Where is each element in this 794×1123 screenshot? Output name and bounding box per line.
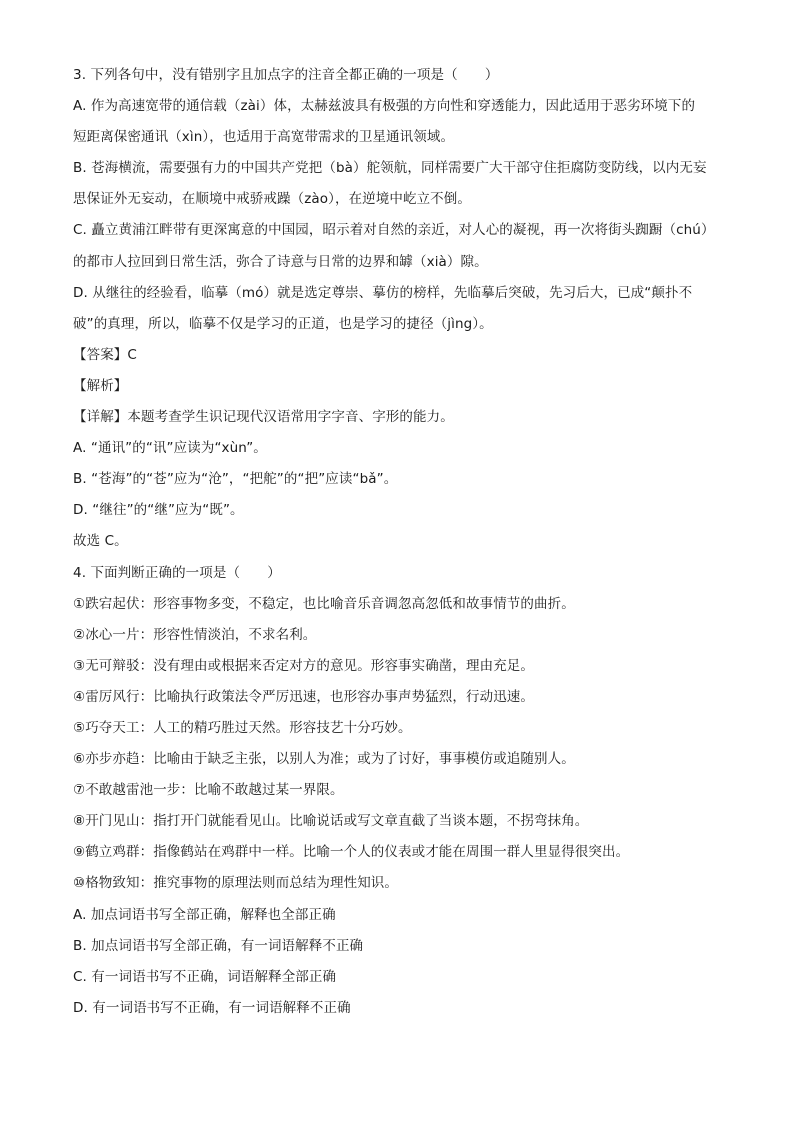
- q4-option-d: D. 有一词语书写不正确，有一词语解释不正确: [73, 999, 351, 1016]
- q4-item: ②冰心一片：形容性情淡泊，不求名利。: [73, 626, 317, 643]
- q4-item: ⑨鹤立鸡群：指像鹤站在鸡群中一样。比喻一个人的仪表或才能在周围一群人里显得很突出。: [73, 844, 630, 861]
- q3-answer: 【答案】C: [73, 346, 137, 363]
- q4-item: ③无可辩驳：没有理由或根据来否定对方的意见。形容事实确凿，理由充足。: [73, 657, 535, 674]
- q3-option-c-line1: C. 矗立黄浦江畔带有更深寓意的中国园，昭示着对自然的亲近，对人心的凝视，再一次将街头踟蹰（chú）: [73, 222, 715, 239]
- q3-detail: 【详解】本题考查学生识记现代汉语常用字字音、字形的能力。: [73, 409, 454, 426]
- q4-option-b: B. 加点词语书写全部正确，有一词语解释不正确: [73, 937, 364, 954]
- q3-option-b-line1: B. 苍海横流，需要强有力的中国共产党把（bà）舵领航，同样需要广大干部守住拒腐防变防线，以内无妄: [73, 160, 707, 177]
- q4-stem: 4. 下面判断正确的一项是（ ）: [73, 564, 281, 581]
- q3-option-d-line1: D. 从继往的经验看，临摹（mó）就是选定尊崇、摹仿的榜样，先临摹后突破，先习后大，已成“颠扑不: [73, 284, 693, 301]
- q4-item: ⑦不敢越雷池一步：比喻不敢越过某一界限。: [73, 782, 344, 799]
- q4-item: ⑤巧夺天工：人工的精巧胜过天然。形容技艺十分巧妙。: [73, 719, 412, 736]
- q3-option-d-line2: 破”的真理，所以，临摹不仅是学习的正道，也是学习的捷径（jìng）。: [73, 315, 493, 332]
- document-page: [73, 60, 733, 1024]
- q4-item: ⑩格物致知：推究事物的原理法则而总结为理性知识。: [73, 875, 399, 892]
- q3-explanation-a: A. “通讯”的“讯”应读为“xùn”。: [73, 440, 267, 457]
- q4-item: ①跌宕起伏：形容事物多变，不稳定，也比喻音乐音调忽高忽低和故事情节的曲折。: [73, 595, 575, 612]
- q3-explanation-d: D. “继往”的“继”应为“既”。: [73, 502, 244, 519]
- q4-option-a: A. 加点词语书写全部正确，解释也全部正确: [73, 906, 336, 923]
- q3-option-b-line2: 思保证外无妄动，在顺境中戒骄戒躁（zào），在逆境中屹立不倒。: [73, 191, 471, 208]
- q3-option-c-line2: 的都市人拉回到日常生活，弥合了诗意与日常的边界和罅（xià）隙。: [73, 253, 488, 270]
- q4-item: ⑥亦步亦趋：比喻由于缺乏主张，以别人为准；或为了讨好，事事模仿或追随别人。: [73, 751, 575, 768]
- q3-explanation-b: B. “苍海”的“苍”应为“沧”，“把舵”的“把”应读“bǎ”。: [73, 471, 398, 488]
- q3-stem: 3. 下列各句中，没有错别字且加点字的注音全都正确的一项是（ ）: [73, 67, 499, 83]
- q4-item: ④雷厉风行：比喻执行政策法令严厉迅速，也形容办事声势猛烈，行动迅速。: [73, 688, 535, 705]
- q3-conclusion: 故选 C。: [73, 533, 128, 550]
- q4-option-c: C. 有一词语书写不正确，词语解释全部正确: [73, 968, 337, 985]
- q4-item: ⑧开门见山：指打开门就能看见山。比喻说话或写文章直截了当谈本题，不拐弯抹角。: [73, 813, 589, 830]
- q3-option-a-line2: 短距离保密通讯（xìn），也适用于高宽带需求的卫星通讯领域。: [73, 129, 455, 146]
- q3-option-a-line1: A. 作为高速宽带的通信载（zài）体，太赫兹波具有极强的方向性和穿透能力，因此适用于恶劣环境下的: [73, 98, 696, 115]
- q3-analysis-label: 【解析】: [73, 377, 128, 394]
